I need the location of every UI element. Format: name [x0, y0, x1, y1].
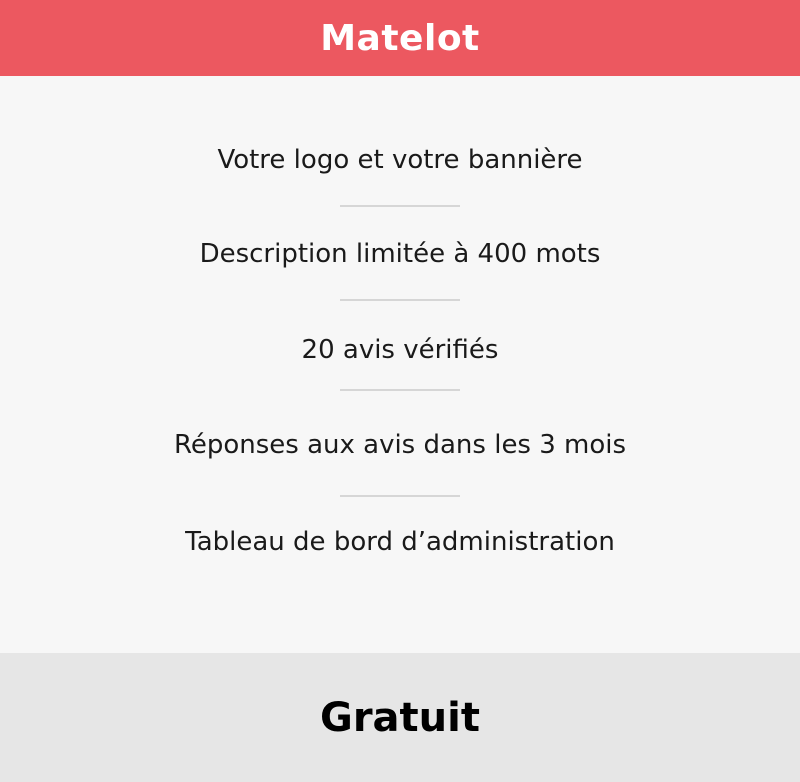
plan-price: Gratuit	[320, 694, 480, 741]
feature-divider	[340, 299, 460, 301]
feature-list	[0, 76, 800, 653]
feature-item-reviews: 20 avis vérifiés	[301, 335, 499, 365]
price-footer	[0, 653, 800, 782]
feature-divider	[340, 495, 460, 497]
feature-divider	[340, 389, 460, 391]
feature-item-logo-banner: Votre logo et votre bannière	[217, 145, 583, 175]
feature-item-admin-dashboard: Tableau de bord d’administration	[185, 527, 615, 557]
plan-header	[0, 0, 800, 76]
feature-item-review-responses: Réponses aux avis dans les 3 mois	[173, 430, 627, 460]
feature-divider	[340, 205, 460, 207]
feature-item-description: Description limitée à 400 mots	[199, 239, 601, 269]
plan-title: Matelot	[320, 17, 480, 59]
